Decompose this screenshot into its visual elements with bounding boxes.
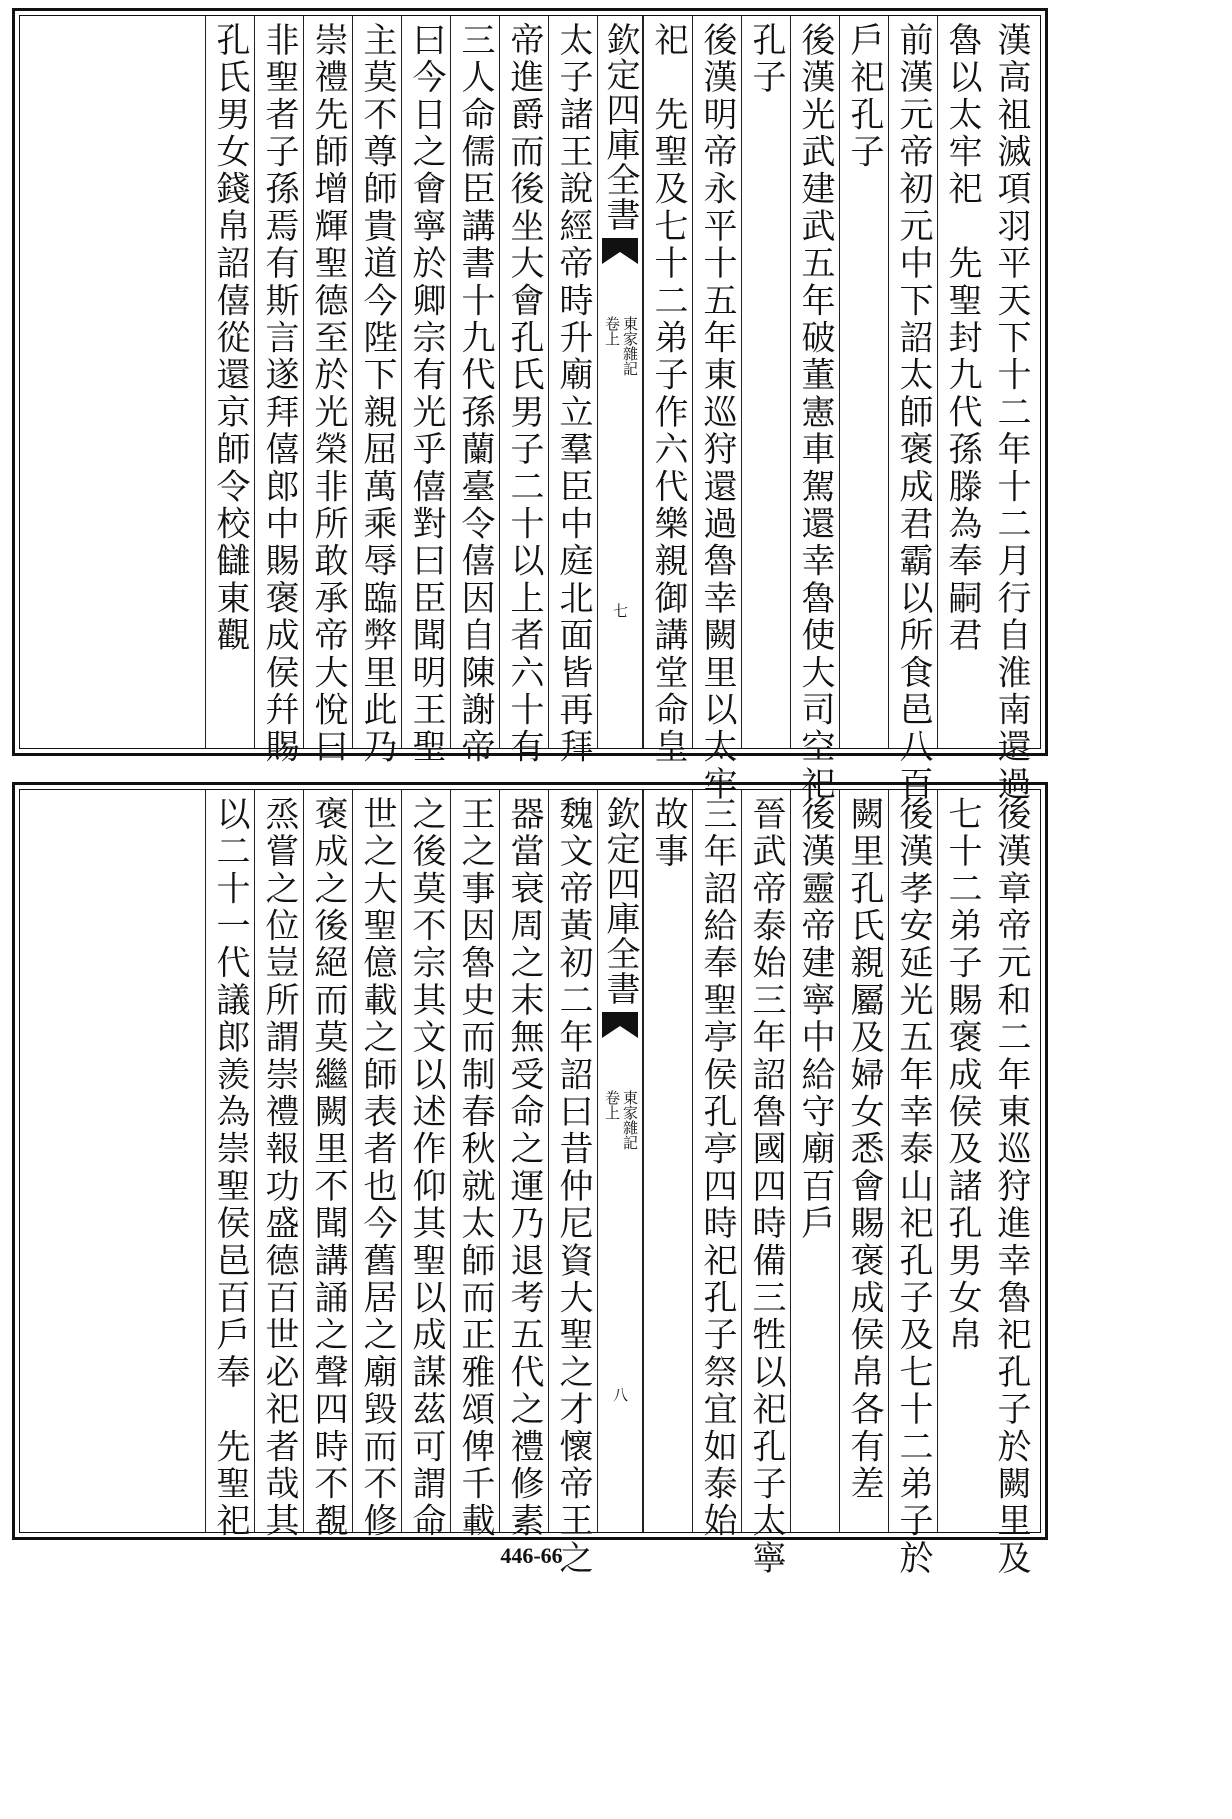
- text-column: 主莫不尊師貴道今陛下親屈萬乘辱臨弊里此乃: [352, 16, 401, 748]
- text-column: 晉武帝泰始三年詔魯國四時備三牲以祀孔子太寧: [741, 790, 790, 1532]
- page-footer-number: 446-66: [500, 1543, 563, 1568]
- text-column: 三人命儒臣講書十九代孫蘭臺令僖因自陳謝帝: [450, 16, 499, 748]
- text-column: 祀 先聖及七十二弟子作六代樂親御講堂命皇: [643, 16, 692, 748]
- text-column: 太子諸王說經帝時升廟立羣臣中庭北面皆再拜: [548, 16, 597, 748]
- text-column: 崇禮先師增輝聖德至於光榮非所敢承帝大悅曰: [303, 16, 352, 748]
- text-column: 漢高祖滅項羽平天下十二年十二月行自淮南還過: [991, 22, 1031, 804]
- text-column: 三年詔給奉聖亭侯孔亭四時祀孔子祭宜如泰始: [692, 790, 741, 1532]
- text-column: 闕里孔氏親屬及婦女悉會賜褒成侯帛各有差: [839, 790, 888, 1532]
- top-page-frame: [19, 15, 1041, 804]
- text-column: 之後莫不宗其文以述作仰其聖以成謀茲可謂命: [401, 790, 450, 1532]
- text-column: 後漢光武建武五年破董憲車駕還幸魯使大司空祀: [790, 16, 839, 748]
- spine-book-title: 東家雜記: [621, 316, 639, 376]
- text-column: 烝嘗之位豈所謂崇禮報功盛德百世必祀者哉其: [254, 790, 303, 1532]
- text-column: 魯以太牢祀 先聖封九代孫滕為奉嗣君: [937, 16, 986, 748]
- spine-book-title: 東家雜記: [621, 1090, 639, 1150]
- text-column: 世之大聖億載之師表者也今舊居之廟毀而不修: [352, 790, 401, 1532]
- text-column: 王之事因魯史而制春秋就太師而正雅頌俾千載: [450, 790, 499, 1532]
- text-column: 褒成之後絕而莫繼闕里不聞講誦之聲四時不覩: [303, 790, 352, 1532]
- text-column: 曰今日之會寧於卿宗有光乎僖對曰臣聞明王聖: [401, 16, 450, 748]
- fishtail-mark-icon: [602, 238, 638, 268]
- center-spine: [597, 790, 643, 1532]
- text-column: 七十二弟子賜褒成侯及諸孔男女帛: [937, 790, 986, 1532]
- text-column: 前漢元帝初元中下詔太師褒成君霸以所食邑八百: [888, 16, 937, 748]
- spine-title: 欽定四庫全書: [600, 22, 640, 232]
- text-column: 後漢孝安延光五年幸泰山祀孔子及七十二弟子於: [888, 790, 937, 1532]
- text-column: 故事: [643, 790, 692, 1532]
- text-column: 後漢章帝元和二年東巡狩進幸魯祀孔子於闕里及: [991, 796, 1031, 1578]
- text-column: 以二十一代議郎羨為崇聖侯邑百戶奉 先聖祀: [205, 790, 254, 1532]
- spine-page-number: 八: [611, 1387, 629, 1402]
- text-column: 孔氏男女錢帛詔僖從還京師令校讎東觀: [205, 16, 254, 748]
- spine-volume: 卷上: [603, 1090, 621, 1120]
- text-column: 非聖者子孫焉有斯言遂拜僖郎中賜褒成侯幷賜: [254, 16, 303, 748]
- text-column: 帝進爵而後坐大會孔氏男子二十以上者六十有: [499, 16, 548, 748]
- spine-volume: 卷上: [603, 316, 621, 346]
- center-spine: [597, 16, 643, 748]
- spine-page-number: 七: [611, 603, 629, 618]
- text-column: 後漢靈帝建寧中給守廟百戶: [790, 790, 839, 1532]
- fishtail-mark-icon: [602, 1012, 638, 1042]
- spine-title: 欽定四庫全書: [600, 796, 640, 1006]
- text-column: 戶祀孔子: [839, 16, 888, 748]
- text-column: 孔子: [741, 16, 790, 748]
- text-column: 後漢明帝永平十五年東巡狩還過魯幸闕里以太牢: [692, 16, 741, 748]
- text-column: 器當衰周之末無受命之運乃退考五代之禮修素: [499, 790, 548, 1532]
- top-page: [12, 8, 1048, 804]
- text-column: 魏文帝黃初二年詔曰昔仲尼資大聖之才懷帝王之: [548, 790, 597, 1532]
